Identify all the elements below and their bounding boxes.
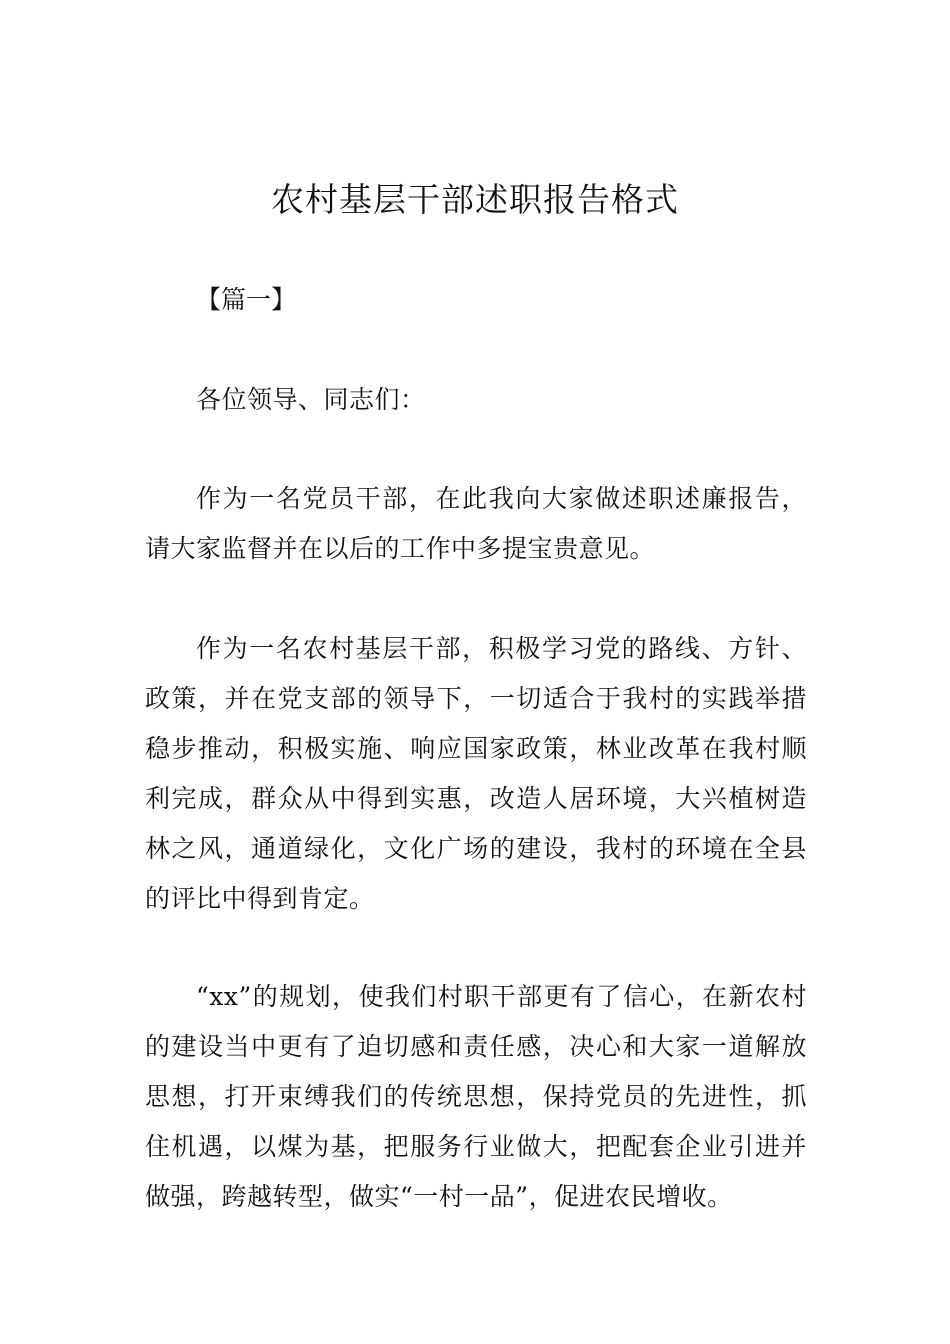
section-label: 【篇一】: [196, 285, 297, 314]
body-paragraph: “xx”的规划，使我们村职干部更有了信心，在新农村的建设当中更有了迫切感和责任感，决心和大家一道解放思想，打开束缚我们的传统思想，保持党员的先进性，抓住机遇，以煤为基，把服务行业做大，把配套企业引进并做强，跨越转型，做实“一村一品”，促进农民增收。: [145, 982, 807, 1211]
body-paragraph: 作为一名党员干部，在此我向大家做述职述廉报告，请大家监督并在以后的工作中多提宝贵意见。: [145, 484, 807, 563]
greeting-paragraph: 各位领导、同志们：: [196, 385, 426, 414]
body-paragraph: 作为一名农村基层干部，积极学习党的路线、方针、政策，并在党支部的领导下，一切适合于我村的实践举措稳步推动，积极实施、响应国家政策，林业改革在我村顺利完成，群众从中得到实惠，改造人居环境，大兴植树造林之风，通道绿化，文化广场的建设，我村的环境在全县的评比中得到肯定。: [145, 634, 807, 913]
document-title: 农村基层干部述职报告格式: [271, 180, 679, 219]
